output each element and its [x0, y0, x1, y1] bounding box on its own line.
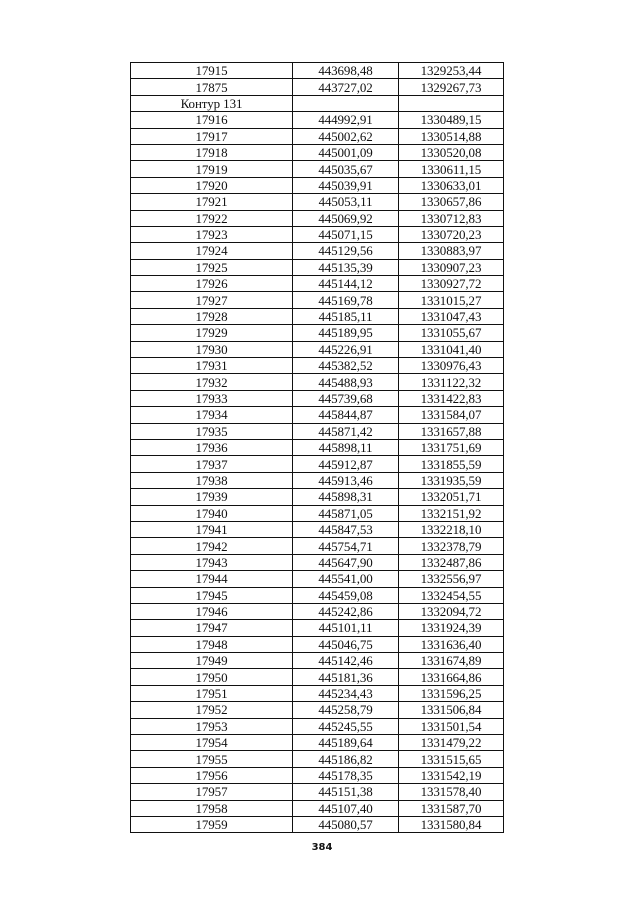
- y-coordinate-cell: 1330489,15: [399, 112, 504, 128]
- page-number: 384: [311, 842, 333, 853]
- table-row: [131, 194, 504, 210]
- x-coordinate-cell: 445912,87: [293, 456, 399, 472]
- y-coordinate-cell: 1331055,67: [399, 325, 504, 341]
- point-number-cell: 17950: [131, 669, 293, 685]
- point-number-cell: 17933: [131, 390, 293, 406]
- x-coordinate-cell: 445151,38: [293, 784, 399, 800]
- point-number-cell: 17929: [131, 325, 293, 341]
- point-number-cell: 17955: [131, 751, 293, 767]
- y-coordinate-cell: 1331047,43: [399, 308, 504, 324]
- point-number-cell: 17940: [131, 505, 293, 521]
- point-number-cell: 17948: [131, 636, 293, 652]
- coordinates-table: [130, 62, 504, 833]
- table-row: [131, 685, 504, 701]
- x-coordinate-cell: 445053,11: [293, 194, 399, 210]
- point-number-cell: 17938: [131, 472, 293, 488]
- point-number-cell: 17915: [131, 63, 293, 79]
- contour-header-row: [131, 95, 504, 111]
- table-row: [131, 669, 504, 685]
- point-number-cell: 17875: [131, 79, 293, 95]
- table-row: [131, 571, 504, 587]
- table-row: [131, 751, 504, 767]
- table-row: [131, 521, 504, 537]
- point-number-cell: 17956: [131, 767, 293, 783]
- y-coordinate-cell: 1331596,25: [399, 685, 504, 701]
- table-row: [131, 456, 504, 472]
- y-coordinate-cell: 1331855,59: [399, 456, 504, 472]
- x-coordinate-cell: 443698,48: [293, 63, 399, 79]
- x-coordinate-cell: 445245,55: [293, 718, 399, 734]
- y-coordinate-cell: 1330907,23: [399, 259, 504, 275]
- x-coordinate-cell: 445135,39: [293, 259, 399, 275]
- x-coordinate-cell: 445844,87: [293, 407, 399, 423]
- table-row: [131, 210, 504, 226]
- table-row: [131, 407, 504, 423]
- point-number-cell: 17921: [131, 194, 293, 210]
- x-coordinate-cell: 445144,12: [293, 276, 399, 292]
- point-number-cell: 17923: [131, 226, 293, 242]
- x-coordinate-cell: 445242,86: [293, 603, 399, 619]
- y-coordinate-cell: 1332454,55: [399, 587, 504, 603]
- point-number-cell: Контур 131: [131, 95, 293, 111]
- y-coordinate-cell: 1330657,86: [399, 194, 504, 210]
- y-coordinate-cell: 1332151,92: [399, 505, 504, 521]
- y-coordinate-cell: 1332378,79: [399, 538, 504, 554]
- point-number-cell: 17932: [131, 374, 293, 390]
- table-row: [131, 341, 504, 357]
- table-row: [131, 161, 504, 177]
- y-coordinate-cell: 1330514,88: [399, 128, 504, 144]
- y-coordinate-cell: [399, 95, 504, 111]
- table-row: [131, 538, 504, 554]
- table-row: [131, 489, 504, 505]
- y-coordinate-cell: 1331578,40: [399, 784, 504, 800]
- x-coordinate-cell: 445459,08: [293, 587, 399, 603]
- x-coordinate-cell: 445647,90: [293, 554, 399, 570]
- x-coordinate-cell: 445107,40: [293, 800, 399, 816]
- table-row: [131, 718, 504, 734]
- point-number-cell: 17942: [131, 538, 293, 554]
- point-number-cell: 17928: [131, 308, 293, 324]
- point-number-cell: 17931: [131, 358, 293, 374]
- y-coordinate-cell: 1331015,27: [399, 292, 504, 308]
- y-coordinate-cell: 1331422,83: [399, 390, 504, 406]
- y-coordinate-cell: 1331751,69: [399, 439, 504, 455]
- x-coordinate-cell: 445898,31: [293, 489, 399, 505]
- table-row: [131, 276, 504, 292]
- point-number-cell: 17953: [131, 718, 293, 734]
- y-coordinate-cell: 1330927,72: [399, 276, 504, 292]
- x-coordinate-cell: 445101,11: [293, 620, 399, 636]
- x-coordinate-cell: 445226,91: [293, 341, 399, 357]
- point-number-cell: 17935: [131, 423, 293, 439]
- table-row: [131, 603, 504, 619]
- table-row: [131, 292, 504, 308]
- y-coordinate-cell: 1332487,86: [399, 554, 504, 570]
- y-coordinate-cell: 1331122,32: [399, 374, 504, 390]
- y-coordinate-cell: 1331657,88: [399, 423, 504, 439]
- table-row: [131, 390, 504, 406]
- y-coordinate-cell: 1332556,97: [399, 571, 504, 587]
- point-number-cell: 17952: [131, 702, 293, 718]
- table-row: [131, 653, 504, 669]
- y-coordinate-cell: 1331041,40: [399, 341, 504, 357]
- point-number-cell: 17927: [131, 292, 293, 308]
- table-row: [131, 784, 504, 800]
- table-row: [131, 767, 504, 783]
- x-coordinate-cell: 445035,67: [293, 161, 399, 177]
- x-coordinate-cell: 445129,56: [293, 243, 399, 259]
- y-coordinate-cell: 1331515,65: [399, 751, 504, 767]
- y-coordinate-cell: 1331935,59: [399, 472, 504, 488]
- y-coordinate-cell: 1331501,54: [399, 718, 504, 734]
- coordinates-table-body: [131, 63, 504, 833]
- x-coordinate-cell: 445871,05: [293, 505, 399, 521]
- x-coordinate-cell: 445189,95: [293, 325, 399, 341]
- table-row: [131, 259, 504, 275]
- x-coordinate-cell: 445069,92: [293, 210, 399, 226]
- point-number-cell: 17941: [131, 521, 293, 537]
- table-row: [131, 243, 504, 259]
- table-row: [131, 358, 504, 374]
- table-row: [131, 177, 504, 193]
- table-row: [131, 554, 504, 570]
- point-number-cell: 17943: [131, 554, 293, 570]
- point-number-cell: 17949: [131, 653, 293, 669]
- point-number-cell: 17936: [131, 439, 293, 455]
- x-coordinate-cell: 445754,71: [293, 538, 399, 554]
- point-number-cell: 17957: [131, 784, 293, 800]
- point-number-cell: 17945: [131, 587, 293, 603]
- x-coordinate-cell: 445046,75: [293, 636, 399, 652]
- y-coordinate-cell: 1331674,89: [399, 653, 504, 669]
- point-number-cell: 17917: [131, 128, 293, 144]
- table-row: [131, 423, 504, 439]
- y-coordinate-cell: 1331924,39: [399, 620, 504, 636]
- y-coordinate-cell: 1330883,97: [399, 243, 504, 259]
- table-row: [131, 505, 504, 521]
- x-coordinate-cell: 445142,46: [293, 653, 399, 669]
- y-coordinate-cell: 1330633,01: [399, 177, 504, 193]
- y-coordinate-cell: 1330720,23: [399, 226, 504, 242]
- y-coordinate-cell: 1331506,84: [399, 702, 504, 718]
- table-row: [131, 620, 504, 636]
- y-coordinate-cell: 1330976,43: [399, 358, 504, 374]
- point-number-cell: 17920: [131, 177, 293, 193]
- x-coordinate-cell: 445488,93: [293, 374, 399, 390]
- y-coordinate-cell: 1331584,07: [399, 407, 504, 423]
- x-coordinate-cell: 445189,64: [293, 735, 399, 751]
- x-coordinate-cell: 445186,82: [293, 751, 399, 767]
- table-row: [131, 374, 504, 390]
- x-coordinate-cell: 445185,11: [293, 308, 399, 324]
- table-row: [131, 816, 504, 832]
- point-number-cell: 17916: [131, 112, 293, 128]
- point-number-cell: 17958: [131, 800, 293, 816]
- x-coordinate-cell: 445169,78: [293, 292, 399, 308]
- x-coordinate-cell: 443727,02: [293, 79, 399, 95]
- y-coordinate-cell: 1330712,83: [399, 210, 504, 226]
- x-coordinate-cell: 445181,36: [293, 669, 399, 685]
- table-row: [131, 439, 504, 455]
- point-number-cell: 17959: [131, 816, 293, 832]
- x-coordinate-cell: 445039,91: [293, 177, 399, 193]
- x-coordinate-cell: 445739,68: [293, 390, 399, 406]
- table-row: [131, 144, 504, 160]
- y-coordinate-cell: 1331636,40: [399, 636, 504, 652]
- y-coordinate-cell: 1330611,15: [399, 161, 504, 177]
- x-coordinate-cell: 445541,00: [293, 571, 399, 587]
- point-number-cell: 17951: [131, 685, 293, 701]
- y-coordinate-cell: 1331580,84: [399, 816, 504, 832]
- x-coordinate-cell: 445001,09: [293, 144, 399, 160]
- y-coordinate-cell: 1331542,19: [399, 767, 504, 783]
- y-coordinate-cell: 1332218,10: [399, 521, 504, 537]
- y-coordinate-cell: 1332051,71: [399, 489, 504, 505]
- x-coordinate-cell: 445871,42: [293, 423, 399, 439]
- point-number-cell: 17946: [131, 603, 293, 619]
- x-coordinate-cell: 445071,15: [293, 226, 399, 242]
- table-row: [131, 128, 504, 144]
- x-coordinate-cell: 445080,57: [293, 816, 399, 832]
- point-number-cell: 17918: [131, 144, 293, 160]
- table-row: [131, 308, 504, 324]
- x-coordinate-cell: 445002,62: [293, 128, 399, 144]
- y-coordinate-cell: 1329253,44: [399, 63, 504, 79]
- point-number-cell: 17922: [131, 210, 293, 226]
- point-number-cell: 17944: [131, 571, 293, 587]
- point-number-cell: 17937: [131, 456, 293, 472]
- point-number-cell: 17924: [131, 243, 293, 259]
- point-number-cell: 17939: [131, 489, 293, 505]
- y-coordinate-cell: 1332094,72: [399, 603, 504, 619]
- table-row: [131, 735, 504, 751]
- x-coordinate-cell: 445178,35: [293, 767, 399, 783]
- x-coordinate-cell: 445847,53: [293, 521, 399, 537]
- point-number-cell: 17926: [131, 276, 293, 292]
- x-coordinate-cell: [293, 95, 399, 111]
- x-coordinate-cell: 444992,91: [293, 112, 399, 128]
- point-number-cell: 17954: [131, 735, 293, 751]
- x-coordinate-cell: 445382,52: [293, 358, 399, 374]
- table-row: [131, 63, 504, 79]
- point-number-cell: 17925: [131, 259, 293, 275]
- table-row: [131, 226, 504, 242]
- x-coordinate-cell: 445234,43: [293, 685, 399, 701]
- y-coordinate-cell: 1331479,22: [399, 735, 504, 751]
- table-row: [131, 79, 504, 95]
- y-coordinate-cell: 1330520,08: [399, 144, 504, 160]
- table-row: [131, 472, 504, 488]
- x-coordinate-cell: 445258,79: [293, 702, 399, 718]
- x-coordinate-cell: 445898,11: [293, 439, 399, 455]
- table-row: [131, 587, 504, 603]
- table-row: [131, 636, 504, 652]
- table-row: [131, 702, 504, 718]
- point-number-cell: 17934: [131, 407, 293, 423]
- y-coordinate-cell: 1331587,70: [399, 800, 504, 816]
- y-coordinate-cell: 1329267,73: [399, 79, 504, 95]
- point-number-cell: 17947: [131, 620, 293, 636]
- x-coordinate-cell: 445913,46: [293, 472, 399, 488]
- table-row: [131, 800, 504, 816]
- table-row: [131, 112, 504, 128]
- point-number-cell: 17919: [131, 161, 293, 177]
- table-row: [131, 325, 504, 341]
- point-number-cell: 17930: [131, 341, 293, 357]
- y-coordinate-cell: 1331664,86: [399, 669, 504, 685]
